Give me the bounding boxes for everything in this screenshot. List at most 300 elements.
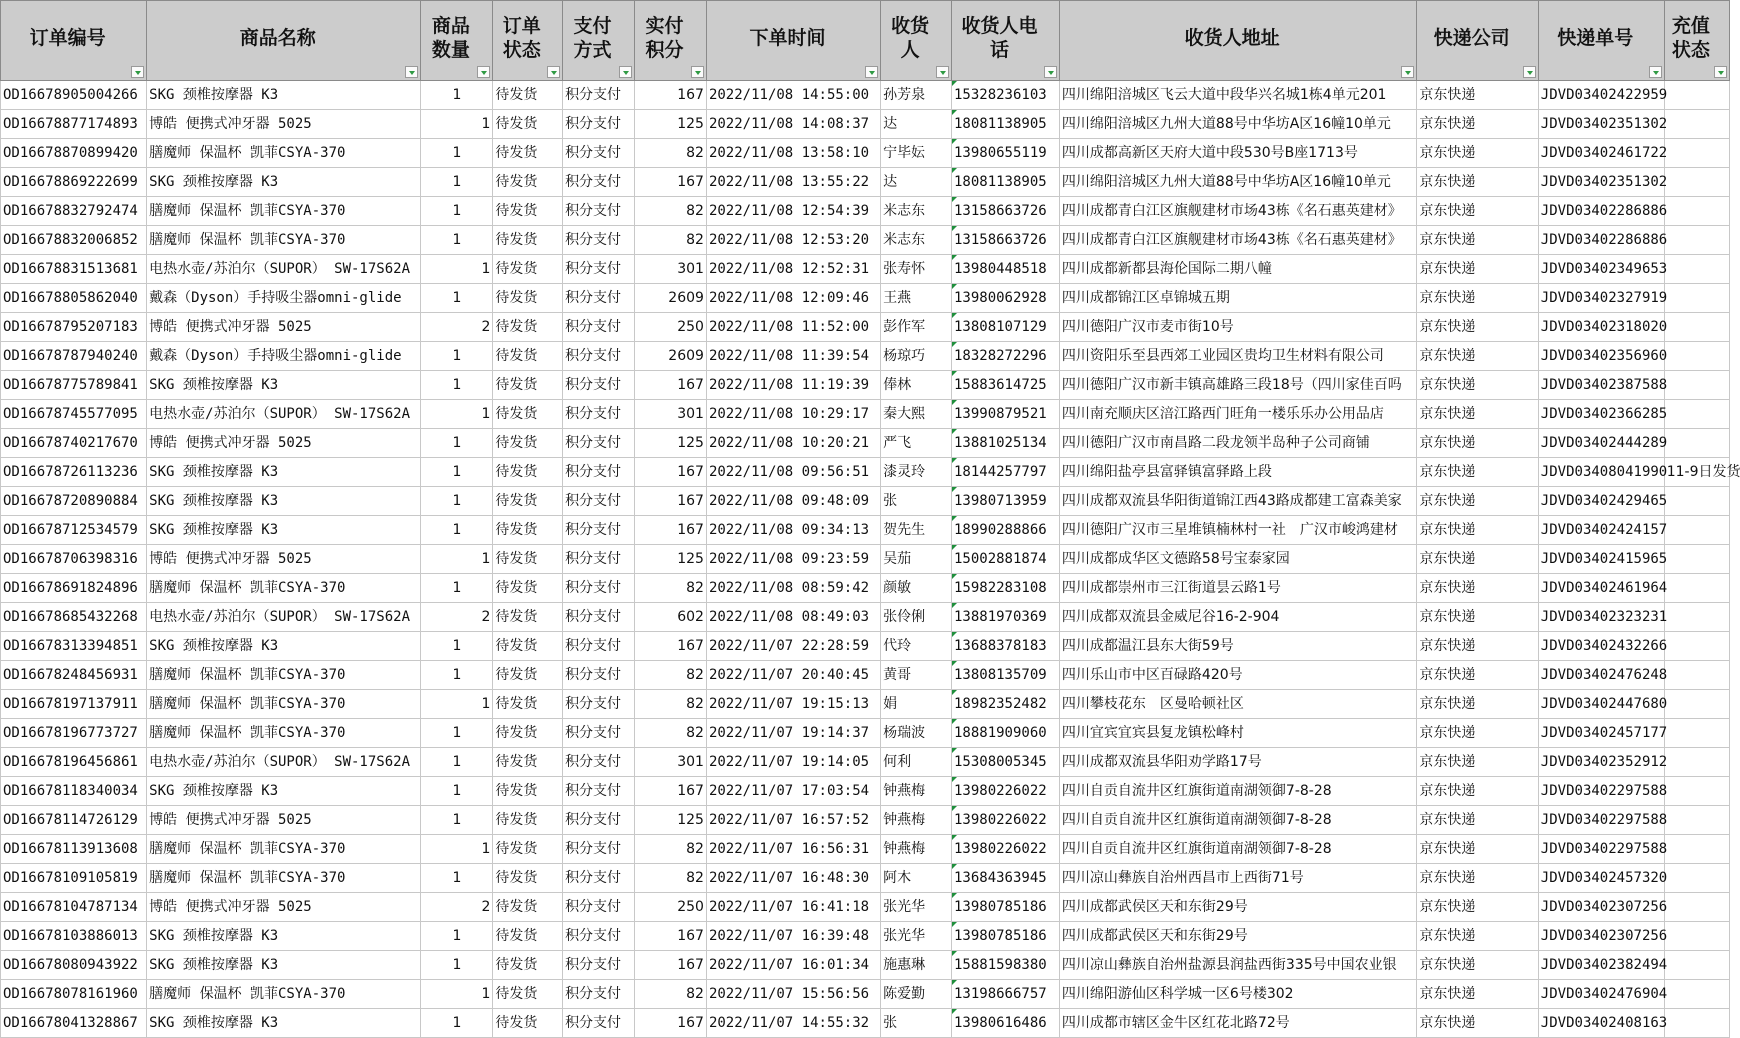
cell-recipient-address[interactable]: 四川绵阳游仙区科学城一区6号楼302 [1059, 980, 1416, 1009]
cell-payment-method[interactable]: 积分支付 [563, 690, 635, 719]
column-header-product-name[interactable] [147, 1, 421, 81]
cell-quantity[interactable]: 1 [421, 197, 493, 226]
cell-recharge-status[interactable] [1664, 632, 1729, 661]
cell-courier[interactable]: 京东快递 [1417, 342, 1538, 371]
cell-recipient[interactable]: 严飞 [881, 429, 952, 458]
cell-recipient[interactable]: 米志东 [881, 226, 952, 255]
cell-order-status[interactable]: 待发货 [493, 429, 563, 458]
cell-order-status[interactable]: 待发货 [493, 255, 563, 284]
cell-quantity[interactable]: 2 [421, 313, 493, 342]
cell-tracking-number[interactable]: JDVD03402444289 [1538, 429, 1664, 458]
cell-product-name[interactable]: 电热水壶/苏泊尔（SUPOR） SW-17S62A [147, 603, 421, 632]
column-header-quantity[interactable] [421, 1, 493, 81]
cell-order-status[interactable]: 待发货 [493, 226, 563, 255]
cell-order-id[interactable]: OD16678109105819 [1, 864, 147, 893]
cell-recipient-phone[interactable]: 18144257797 [951, 458, 1059, 487]
cell-courier[interactable]: 京东快递 [1417, 777, 1538, 806]
cell-payment-method[interactable]: 积分支付 [563, 139, 635, 168]
cell-courier[interactable]: 京东快递 [1417, 574, 1538, 603]
cell-product-name[interactable]: 博皓 便携式冲牙器 5025 [147, 893, 421, 922]
cell-tracking-number[interactable]: JDVD03402408163 [1538, 1009, 1664, 1038]
cell-courier[interactable]: 京东快递 [1417, 168, 1538, 197]
cell-order-status[interactable]: 待发货 [493, 110, 563, 139]
cell-order-time[interactable]: 2022/11/07 15:56:56 [706, 980, 880, 1009]
cell-recipient[interactable]: 达 [881, 168, 952, 197]
cell-recipient-phone[interactable]: 13990879521 [951, 400, 1059, 429]
cell-recipient-address[interactable]: 四川绵阳涪城区九州大道88号中华坊A区16幢10单元 [1059, 110, 1416, 139]
cell-payment-method[interactable]: 积分支付 [563, 719, 635, 748]
cell-recipient[interactable]: 俸林 [881, 371, 952, 400]
column-header-points-paid[interactable] [635, 1, 707, 81]
cell-order-id[interactable]: OD16678313394851 [1, 632, 147, 661]
cell-tracking-number[interactable]: JDVD03402323231 [1538, 603, 1664, 632]
cell-recipient-phone[interactable]: 18081138905 [951, 168, 1059, 197]
cell-payment-method[interactable]: 积分支付 [563, 806, 635, 835]
cell-courier[interactable]: 京东快递 [1417, 806, 1538, 835]
cell-order-time[interactable]: 2022/11/08 09:48:09 [706, 487, 880, 516]
cell-order-time[interactable]: 2022/11/08 14:55:00 [706, 81, 880, 110]
cell-order-id[interactable]: OD16678103886013 [1, 922, 147, 951]
cell-order-time[interactable]: 2022/11/08 09:34:13 [706, 516, 880, 545]
cell-payment-method[interactable]: 积分支付 [563, 893, 635, 922]
cell-recharge-status[interactable] [1664, 719, 1729, 748]
cell-recipient-phone[interactable]: 13980062928 [951, 284, 1059, 313]
cell-points-paid[interactable]: 167 [635, 81, 707, 110]
cell-order-time[interactable]: 2022/11/08 11:19:39 [706, 371, 880, 400]
cell-order-id[interactable]: OD16678113913608 [1, 835, 147, 864]
cell-product-name[interactable]: 博皓 便携式冲牙器 5025 [147, 806, 421, 835]
cell-product-name[interactable]: 戴森（Dyson）手持吸尘器omni-glide [147, 284, 421, 313]
cell-payment-method[interactable]: 积分支付 [563, 835, 635, 864]
cell-recharge-status[interactable] [1664, 516, 1729, 545]
cell-quantity[interactable]: 1 [421, 400, 493, 429]
cell-recipient-phone[interactable]: 15308005345 [951, 748, 1059, 777]
cell-payment-method[interactable]: 积分支付 [563, 980, 635, 1009]
cell-order-id[interactable]: OD16678720890884 [1, 487, 147, 516]
cell-recipient-address[interactable]: 四川成都成华区文德路58号宝泰家园 [1059, 545, 1416, 574]
cell-recharge-status[interactable] [1664, 197, 1729, 226]
cell-tracking-number[interactable]: JDVD03402352912 [1538, 748, 1664, 777]
cell-payment-method[interactable]: 积分支付 [563, 574, 635, 603]
cell-payment-method[interactable]: 积分支付 [563, 516, 635, 545]
cell-order-time[interactable]: 2022/11/07 14:55:32 [706, 1009, 880, 1038]
cell-product-name[interactable]: SKG 颈椎按摩器 K3 [147, 516, 421, 545]
cell-recipient-address[interactable]: 四川攀枝花东 区曼哈顿社区 [1059, 690, 1416, 719]
cell-recipient[interactable]: 钟燕梅 [881, 777, 952, 806]
cell-recipient-address[interactable]: 四川凉山彝族自治州盐源县润盐西街335号中国农业银 [1059, 951, 1416, 980]
cell-order-id[interactable]: OD16678870899420 [1, 139, 147, 168]
cell-recipient[interactable]: 施惠琳 [881, 951, 952, 980]
cell-product-name[interactable]: SKG 颈椎按摩器 K3 [147, 632, 421, 661]
cell-recipient-phone[interactable]: 13980226022 [951, 806, 1059, 835]
cell-tracking-number[interactable]: JDVD03402307256 [1538, 893, 1664, 922]
cell-quantity[interactable]: 1 [421, 835, 493, 864]
cell-recharge-status[interactable] [1664, 893, 1729, 922]
cell-order-time[interactable]: 2022/11/07 16:57:52 [706, 806, 880, 835]
cell-courier[interactable]: 京东快递 [1417, 284, 1538, 313]
cell-quantity[interactable]: 1 [421, 168, 493, 197]
cell-order-status[interactable]: 待发货 [493, 806, 563, 835]
cell-recipient-address[interactable]: 四川自贡自流井区红旗街道南湖领御7-8-28 [1059, 806, 1416, 835]
cell-recipient[interactable]: 彭作军 [881, 313, 952, 342]
cell-points-paid[interactable]: 2609 [635, 284, 707, 313]
cell-points-paid[interactable]: 167 [635, 1009, 707, 1038]
cell-order-status[interactable]: 待发货 [493, 719, 563, 748]
cell-order-time[interactable]: 2022/11/07 22:28:59 [706, 632, 880, 661]
column-header-payment-method[interactable] [563, 1, 635, 81]
cell-payment-method[interactable]: 积分支付 [563, 487, 635, 516]
cell-recharge-status[interactable] [1664, 922, 1729, 951]
cell-order-time[interactable]: 2022/11/08 13:58:10 [706, 139, 880, 168]
cell-recharge-status[interactable] [1664, 139, 1729, 168]
cell-tracking-number[interactable]: JDVD03402476904 [1538, 980, 1664, 1009]
cell-product-name[interactable]: SKG 颈椎按摩器 K3 [147, 168, 421, 197]
cell-points-paid[interactable]: 82 [635, 574, 707, 603]
cell-recipient-phone[interactable]: 13808135709 [951, 661, 1059, 690]
cell-payment-method[interactable]: 积分支付 [563, 777, 635, 806]
cell-order-status[interactable]: 待发货 [493, 545, 563, 574]
cell-recipient-phone[interactable]: 15002881874 [951, 545, 1059, 574]
cell-courier[interactable]: 京东快递 [1417, 1009, 1538, 1038]
cell-courier[interactable]: 京东快递 [1417, 545, 1538, 574]
cell-courier[interactable]: 京东快递 [1417, 661, 1538, 690]
cell-recharge-status[interactable]: 11-9日发货 [1664, 458, 1729, 487]
filter-dropdown-icon[interactable] [865, 66, 878, 78]
cell-payment-method[interactable]: 积分支付 [563, 197, 635, 226]
cell-product-name[interactable]: 博皓 便携式冲牙器 5025 [147, 429, 421, 458]
cell-recharge-status[interactable] [1664, 690, 1729, 719]
cell-order-status[interactable]: 待发货 [493, 690, 563, 719]
cell-points-paid[interactable]: 125 [635, 545, 707, 574]
cell-recharge-status[interactable] [1664, 400, 1729, 429]
cell-quantity[interactable]: 1 [421, 690, 493, 719]
cell-recharge-status[interactable] [1664, 545, 1729, 574]
cell-order-time[interactable]: 2022/11/08 12:53:20 [706, 226, 880, 255]
cell-tracking-number[interactable]: JDVD03402307256 [1538, 922, 1664, 951]
cell-quantity[interactable]: 1 [421, 632, 493, 661]
cell-recipient[interactable]: 贺先生 [881, 516, 952, 545]
cell-order-time[interactable]: 2022/11/07 20:40:45 [706, 661, 880, 690]
column-header-order-time[interactable] [706, 1, 880, 81]
cell-tracking-number[interactable]: JDVD03402457177 [1538, 719, 1664, 748]
cell-order-status[interactable]: 待发货 [493, 342, 563, 371]
cell-courier[interactable]: 京东快递 [1417, 226, 1538, 255]
cell-product-name[interactable]: 膳魔师 保温杯 凯菲CSYA-370 [147, 574, 421, 603]
cell-points-paid[interactable]: 301 [635, 255, 707, 284]
cell-payment-method[interactable]: 积分支付 [563, 255, 635, 284]
cell-recharge-status[interactable] [1664, 951, 1729, 980]
cell-order-id[interactable]: OD16678248456931 [1, 661, 147, 690]
cell-recipient[interactable]: 陈爱勤 [881, 980, 952, 1009]
cell-product-name[interactable]: 电热水壶/苏泊尔（SUPOR） SW-17S62A [147, 255, 421, 284]
cell-recipient-phone[interactable]: 13881970369 [951, 603, 1059, 632]
cell-recipient-address[interactable]: 四川成都青白江区旗舰建材市场43栋《名石惠英建材》 [1059, 226, 1416, 255]
cell-recharge-status[interactable] [1664, 835, 1729, 864]
cell-order-id[interactable]: OD16678740217670 [1, 429, 147, 458]
cell-tracking-number[interactable]: JDVD03402461722 [1538, 139, 1664, 168]
cell-order-time[interactable]: 2022/11/07 16:41:18 [706, 893, 880, 922]
cell-recipient[interactable]: 张 [881, 1009, 952, 1038]
cell-recipient-phone[interactable]: 13980616486 [951, 1009, 1059, 1038]
cell-tracking-number[interactable]: JDVD03402356960 [1538, 342, 1664, 371]
cell-recipient-phone[interactable]: 13808107129 [951, 313, 1059, 342]
cell-recipient-address[interactable]: 四川德阳广汉市麦市街10号 [1059, 313, 1416, 342]
cell-order-status[interactable]: 待发货 [493, 864, 563, 893]
cell-recipient-phone[interactable]: 13980785186 [951, 893, 1059, 922]
cell-quantity[interactable]: 1 [421, 487, 493, 516]
cell-recipient-phone[interactable]: 13684363945 [951, 864, 1059, 893]
cell-order-status[interactable]: 待发货 [493, 197, 563, 226]
cell-order-id[interactable]: OD16678831513681 [1, 255, 147, 284]
cell-recharge-status[interactable] [1664, 168, 1729, 197]
cell-recharge-status[interactable] [1664, 603, 1729, 632]
cell-points-paid[interactable]: 82 [635, 719, 707, 748]
column-header-courier[interactable] [1417, 1, 1538, 81]
cell-recipient-phone[interactable]: 13980785186 [951, 922, 1059, 951]
cell-product-name[interactable]: 电热水壶/苏泊尔（SUPOR） SW-17S62A [147, 400, 421, 429]
cell-recipient-phone[interactable]: 13688378183 [951, 632, 1059, 661]
cell-tracking-number[interactable]: JDVD03402297588 [1538, 835, 1664, 864]
cell-product-name[interactable]: SKG 颈椎按摩器 K3 [147, 458, 421, 487]
cell-recharge-status[interactable] [1664, 574, 1729, 603]
cell-recipient[interactable]: 张伶俐 [881, 603, 952, 632]
cell-product-name[interactable]: 博皓 便携式冲牙器 5025 [147, 110, 421, 139]
cell-recipient-phone[interactable]: 15881598380 [951, 951, 1059, 980]
cell-courier[interactable]: 京东快递 [1417, 719, 1538, 748]
cell-recipient-phone[interactable]: 18982352482 [951, 690, 1059, 719]
cell-order-status[interactable]: 待发货 [493, 632, 563, 661]
cell-order-id[interactable]: OD16678114726129 [1, 806, 147, 835]
cell-points-paid[interactable]: 82 [635, 197, 707, 226]
cell-tracking-number[interactable]: JDVD03402422959 [1538, 81, 1664, 110]
cell-recipient[interactable]: 娟 [881, 690, 952, 719]
cell-payment-method[interactable]: 积分支付 [563, 313, 635, 342]
filter-dropdown-icon[interactable] [936, 66, 949, 78]
cell-courier[interactable]: 京东快递 [1417, 371, 1538, 400]
cell-product-name[interactable]: 博皓 便携式冲牙器 5025 [147, 545, 421, 574]
cell-tracking-number[interactable]: JDVD03402432266 [1538, 632, 1664, 661]
cell-order-time[interactable]: 2022/11/08 12:52:31 [706, 255, 880, 284]
cell-recipient[interactable]: 孙芳泉 [881, 81, 952, 110]
cell-product-name[interactable]: SKG 颈椎按摩器 K3 [147, 951, 421, 980]
cell-order-id[interactable]: OD16678691824896 [1, 574, 147, 603]
cell-recipient[interactable]: 张 [881, 487, 952, 516]
cell-product-name[interactable]: 膳魔师 保温杯 凯菲CSYA-370 [147, 661, 421, 690]
cell-quantity[interactable]: 1 [421, 574, 493, 603]
cell-recipient-address[interactable]: 四川绵阳涪城区九州大道88号中华坊A区16幢10单元 [1059, 168, 1416, 197]
cell-order-status[interactable]: 待发货 [493, 835, 563, 864]
cell-recipient-address[interactable]: 四川德阳广汉市三星堆镇楠林村一社 广汉市峻鸿建材 [1059, 516, 1416, 545]
cell-quantity[interactable]: 1 [421, 661, 493, 690]
cell-points-paid[interactable]: 167 [635, 168, 707, 197]
filter-dropdown-icon[interactable] [619, 66, 632, 78]
cell-recipient[interactable]: 杨琼巧 [881, 342, 952, 371]
cell-order-id[interactable]: OD16678877174893 [1, 110, 147, 139]
cell-recipient-address[interactable]: 四川绵阳盐亭县富驿镇富驿路上段 [1059, 458, 1416, 487]
cell-order-status[interactable]: 待发货 [493, 777, 563, 806]
cell-order-id[interactable]: OD16678832006852 [1, 226, 147, 255]
cell-quantity[interactable]: 1 [421, 458, 493, 487]
cell-tracking-number[interactable]: JDVD03402457320 [1538, 864, 1664, 893]
cell-courier[interactable]: 京东快递 [1417, 487, 1538, 516]
cell-recipient-address[interactable]: 四川成都武侯区天和东街29号 [1059, 922, 1416, 951]
cell-recipient[interactable]: 王燕 [881, 284, 952, 313]
cell-product-name[interactable]: SKG 颈椎按摩器 K3 [147, 487, 421, 516]
cell-recipient[interactable]: 吴茄 [881, 545, 952, 574]
cell-recharge-status[interactable] [1664, 661, 1729, 690]
cell-recipient[interactable]: 黄哥 [881, 661, 952, 690]
cell-order-id[interactable]: OD16678726113236 [1, 458, 147, 487]
cell-courier[interactable]: 京东快递 [1417, 313, 1538, 342]
cell-recipient-address[interactable]: 四川绵阳涪城区飞云大道中段华兴名城1栋4单元201 [1059, 81, 1416, 110]
cell-order-id[interactable]: OD16678787940240 [1, 342, 147, 371]
cell-payment-method[interactable]: 积分支付 [563, 951, 635, 980]
cell-quantity[interactable]: 1 [421, 748, 493, 777]
cell-points-paid[interactable]: 250 [635, 893, 707, 922]
cell-quantity[interactable]: 1 [421, 110, 493, 139]
cell-tracking-number[interactable]: JDVD03402286886 [1538, 226, 1664, 255]
cell-order-id[interactable]: OD16678712534579 [1, 516, 147, 545]
filter-dropdown-icon[interactable] [547, 66, 560, 78]
cell-payment-method[interactable]: 积分支付 [563, 110, 635, 139]
cell-quantity[interactable]: 1 [421, 951, 493, 980]
cell-recipient[interactable]: 颜敏 [881, 574, 952, 603]
cell-payment-method[interactable]: 积分支付 [563, 226, 635, 255]
cell-recipient-phone[interactable]: 13158663726 [951, 226, 1059, 255]
cell-payment-method[interactable]: 积分支付 [563, 661, 635, 690]
cell-order-time[interactable]: 2022/11/08 10:29:17 [706, 400, 880, 429]
filter-dropdown-icon[interactable] [1523, 66, 1536, 78]
cell-quantity[interactable]: 1 [421, 429, 493, 458]
cell-product-name[interactable]: SKG 颈椎按摩器 K3 [147, 922, 421, 951]
column-header-order-status[interactable] [493, 1, 563, 81]
cell-recipient-address[interactable]: 四川凉山彝族自治州西昌市上西街71号 [1059, 864, 1416, 893]
cell-recharge-status[interactable] [1664, 342, 1729, 371]
cell-order-status[interactable]: 待发货 [493, 168, 563, 197]
cell-order-time[interactable]: 2022/11/08 10:20:21 [706, 429, 880, 458]
cell-recharge-status[interactable] [1664, 487, 1729, 516]
cell-recipient[interactable]: 漆灵玲 [881, 458, 952, 487]
cell-order-id[interactable]: OD16678197137911 [1, 690, 147, 719]
cell-quantity[interactable]: 1 [421, 719, 493, 748]
cell-courier[interactable]: 京东快递 [1417, 748, 1538, 777]
cell-order-time[interactable]: 2022/11/07 17:03:54 [706, 777, 880, 806]
cell-tracking-number[interactable]: JDVD03402297588 [1538, 777, 1664, 806]
cell-quantity[interactable]: 1 [421, 980, 493, 1009]
cell-payment-method[interactable]: 积分支付 [563, 81, 635, 110]
cell-tracking-number[interactable]: JDVD03402349653 [1538, 255, 1664, 284]
cell-order-id[interactable]: OD16678832792474 [1, 197, 147, 226]
cell-payment-method[interactable]: 积分支付 [563, 545, 635, 574]
filter-dropdown-icon[interactable] [405, 66, 418, 78]
cell-recipient-phone[interactable]: 18081138905 [951, 110, 1059, 139]
cell-order-time[interactable]: 2022/11/08 12:09:46 [706, 284, 880, 313]
cell-courier[interactable]: 京东快递 [1417, 603, 1538, 632]
cell-recipient[interactable]: 米志东 [881, 197, 952, 226]
cell-points-paid[interactable]: 82 [635, 864, 707, 893]
cell-payment-method[interactable]: 积分支付 [563, 458, 635, 487]
cell-recipient-phone[interactable]: 13198666757 [951, 980, 1059, 1009]
cell-quantity[interactable]: 1 [421, 777, 493, 806]
cell-tracking-number[interactable]: JDVD03402461964 [1538, 574, 1664, 603]
cell-order-id[interactable]: OD16678795207183 [1, 313, 147, 342]
cell-courier[interactable]: 京东快递 [1417, 835, 1538, 864]
cell-recipient-phone[interactable]: 15982283108 [951, 574, 1059, 603]
cell-order-time[interactable]: 2022/11/08 08:59:42 [706, 574, 880, 603]
cell-recipient-address[interactable]: 四川成都温江县东大街59号 [1059, 632, 1416, 661]
cell-product-name[interactable]: SKG 颈椎按摩器 K3 [147, 81, 421, 110]
cell-recipient-phone[interactable]: 13980655119 [951, 139, 1059, 168]
cell-recipient[interactable]: 杨瑞波 [881, 719, 952, 748]
cell-recipient-address[interactable]: 四川成都双流县金威尼谷16-2-904 [1059, 603, 1416, 632]
cell-payment-method[interactable]: 积分支付 [563, 400, 635, 429]
cell-points-paid[interactable]: 125 [635, 806, 707, 835]
column-header-recipient-phone[interactable] [951, 1, 1059, 81]
cell-recipient-address[interactable]: 四川德阳广汉市南昌路二段龙领半岛种子公司商铺 [1059, 429, 1416, 458]
cell-quantity[interactable]: 1 [421, 864, 493, 893]
cell-recharge-status[interactable] [1664, 1009, 1729, 1038]
cell-order-status[interactable]: 待发货 [493, 748, 563, 777]
cell-tracking-number[interactable]: JDVD03408041990 [1538, 458, 1664, 487]
cell-recipient-phone[interactable]: 13881025134 [951, 429, 1059, 458]
filter-dropdown-icon[interactable] [1401, 66, 1414, 78]
cell-recharge-status[interactable] [1664, 429, 1729, 458]
filter-dropdown-icon[interactable] [1714, 66, 1727, 78]
cell-order-id[interactable]: OD16678041328867 [1, 1009, 147, 1038]
cell-courier[interactable]: 京东快递 [1417, 110, 1538, 139]
cell-product-name[interactable]: 膳魔师 保温杯 凯菲CSYA-370 [147, 226, 421, 255]
cell-recharge-status[interactable] [1664, 980, 1729, 1009]
cell-order-id[interactable]: OD16678805862040 [1, 284, 147, 313]
cell-payment-method[interactable]: 积分支付 [563, 342, 635, 371]
cell-order-time[interactable]: 2022/11/08 14:08:37 [706, 110, 880, 139]
cell-courier[interactable]: 京东快递 [1417, 81, 1538, 110]
cell-recipient[interactable]: 代玲 [881, 632, 952, 661]
cell-quantity[interactable]: 1 [421, 226, 493, 255]
cell-recipient[interactable]: 张光华 [881, 922, 952, 951]
cell-recipient-address[interactable]: 四川成都市辖区金牛区红花北路72号 [1059, 1009, 1416, 1038]
cell-order-time[interactable]: 2022/11/07 19:15:13 [706, 690, 880, 719]
cell-points-paid[interactable]: 2609 [635, 342, 707, 371]
cell-recipient-phone[interactable]: 13980226022 [951, 777, 1059, 806]
cell-quantity[interactable]: 2 [421, 893, 493, 922]
cell-points-paid[interactable]: 82 [635, 661, 707, 690]
cell-quantity[interactable]: 2 [421, 603, 493, 632]
cell-order-status[interactable]: 待发货 [493, 574, 563, 603]
cell-points-paid[interactable]: 82 [635, 690, 707, 719]
cell-order-status[interactable]: 待发货 [493, 516, 563, 545]
cell-order-id[interactable]: OD16678118340034 [1, 777, 147, 806]
column-header-recipient[interactable] [881, 1, 952, 81]
cell-recipient-address[interactable]: 四川资阳乐至县西郊工业园区贵均卫生材料有限公司 [1059, 342, 1416, 371]
cell-tracking-number[interactable]: JDVD03402429465 [1538, 487, 1664, 516]
cell-recipient-address[interactable]: 四川乐山市中区百碌路420号 [1059, 661, 1416, 690]
cell-product-name[interactable]: 电热水壶/苏泊尔（SUPOR） SW-17S62A [147, 748, 421, 777]
cell-points-paid[interactable]: 82 [635, 835, 707, 864]
cell-recipient[interactable]: 宁毕妘 [881, 139, 952, 168]
cell-payment-method[interactable]: 积分支付 [563, 632, 635, 661]
cell-payment-method[interactable]: 积分支付 [563, 429, 635, 458]
cell-tracking-number[interactable]: JDVD03402318020 [1538, 313, 1664, 342]
cell-recipient-address[interactable]: 四川成都双流县华阳劝学路17号 [1059, 748, 1416, 777]
cell-product-name[interactable]: 膳魔师 保温杯 凯菲CSYA-370 [147, 980, 421, 1009]
cell-recharge-status[interactable] [1664, 255, 1729, 284]
cell-order-time[interactable]: 2022/11/07 16:48:30 [706, 864, 880, 893]
cell-order-status[interactable]: 待发货 [493, 139, 563, 168]
cell-product-name[interactable]: 膳魔师 保温杯 凯菲CSYA-370 [147, 835, 421, 864]
cell-recharge-status[interactable] [1664, 777, 1729, 806]
cell-quantity[interactable]: 1 [421, 81, 493, 110]
